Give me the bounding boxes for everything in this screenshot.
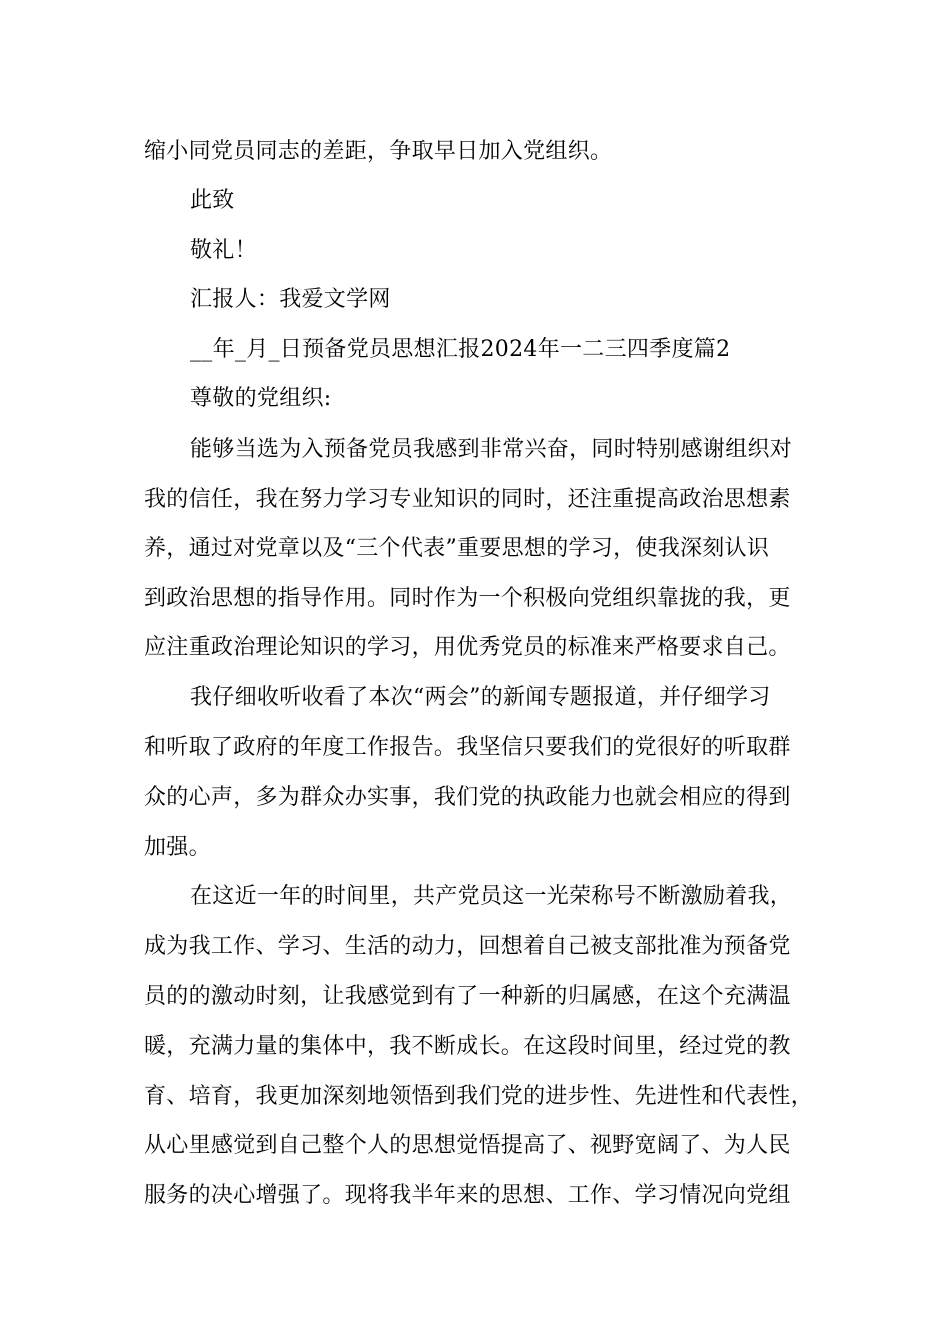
text-line-paragraph-3: 服务的决心增强了。现将我半年来的思想、工作、学习情况向党组 (144, 1183, 791, 1208)
text-line-paragraph-3: 在这近一年的时间里，共产党员这一光荣称号不断激励着我， (190, 884, 793, 909)
text-line-paragraph-1: 我的信任，我在努力学习专业知识的同时，还注重提高政治思想素 (144, 487, 791, 512)
text-line-section-title: __年_月_日预备党员思想汇报2024年一二三四季度篇2 (190, 337, 731, 362)
text-line-salutation-cizhi: 此致 (190, 188, 235, 213)
text-line-paragraph-2: 众的心声，多为群众办实事，我们党的执政能力也就会相应的得到 (144, 785, 791, 810)
text-line-paragraph-3: 从心里感觉到自己整个人的思想觉悟提高了、视野宽阔了、为人民 (144, 1133, 791, 1158)
text-line-paragraph-3: 暖，充满力量的集体中，我不断成长。在这段时间里，经过党的教 (144, 1034, 791, 1059)
text-line-paragraph-3: 员的的激动时刻，让我感觉到有了一种新的归属感，在这个充满温 (144, 984, 791, 1009)
text-line-reporter: 汇报人：我爱文学网 (190, 287, 391, 312)
text-line-paragraph-2: 和听取了政府的年度工作报告。我坚信只要我们的党很好的听取群 (144, 735, 791, 760)
text-line-paragraph-1: 应注重政治理论知识的学习，用优秀党员的标准来严格要求自己。 (144, 635, 791, 660)
text-line-salutation-jingli: 敬礼！ (190, 238, 257, 263)
text-line-paragraph-1: 能够当选为入预备党员我感到非常兴奋，同时特别感谢组织对 (190, 437, 793, 462)
text-line-paragraph-3: 育、培育，我更加深刻地领悟到我们党的进步性、先进性和代表性， (144, 1084, 814, 1109)
text-line-closing-body: 缩小同党员同志的差距，争取早日加入党组织。 (144, 139, 613, 164)
text-line-paragraph-1: 养，通过对党章以及“三个代表”重要思想的学习，使我深刻认识 (144, 536, 770, 561)
text-line-greeting: 尊敬的党组织: (190, 386, 332, 411)
text-line-paragraph-3: 成为我工作、学习、生活的动力，回想着自己被支部批准为预备党 (144, 934, 791, 959)
text-line-paragraph-2: 加强。 (144, 835, 211, 860)
text-line-paragraph-1: 到政治思想的指导作用。同时作为一个积极向党组织靠拢的我，更 (144, 586, 791, 611)
text-line-paragraph-2: 我仔细收听收看了本次“两会”的新闻专题报道，并仔细学习 (190, 685, 771, 710)
